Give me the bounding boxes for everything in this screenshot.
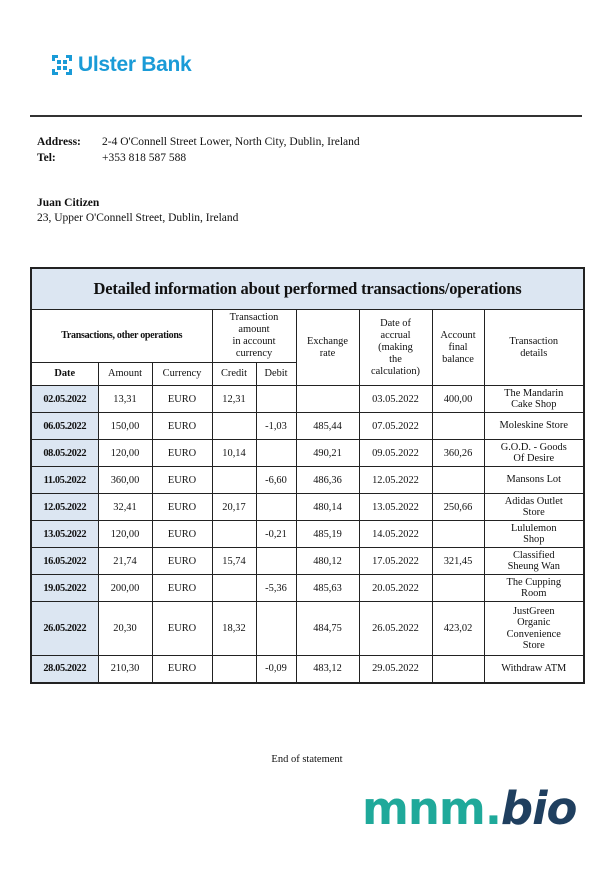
row-debit — [256, 386, 296, 413]
table-row — [31, 602, 584, 656]
row-accrual-date: 03.05.2022 — [359, 386, 432, 413]
row-currency: EURO — [152, 440, 212, 467]
row-exchange-rate: 480,14 — [296, 494, 359, 521]
customer-block — [37, 196, 238, 226]
row-debit: -0,21 — [256, 521, 296, 548]
row-details: Mansons Lot — [484, 467, 584, 494]
table-row — [31, 467, 584, 494]
row-accrual-date: 17.05.2022 — [359, 548, 432, 575]
bank-logo — [52, 53, 191, 77]
row-credit: 15,74 — [212, 548, 256, 575]
exchange-rate-header: Exchange rate — [296, 310, 359, 386]
row-debit: -0,09 — [256, 656, 296, 683]
row-credit: 18,32 — [212, 602, 256, 656]
row-currency: EURO — [152, 467, 212, 494]
table-row — [31, 413, 584, 440]
row-exchange-rate: 485,63 — [296, 575, 359, 602]
col-amount: Amount — [98, 363, 152, 386]
row-date: 19.05.2022 — [31, 575, 98, 602]
row-details: Lululemon Shop — [484, 521, 584, 548]
row-credit — [212, 656, 256, 683]
row-exchange-rate — [296, 386, 359, 413]
row-balance: 250,66 — [432, 494, 484, 521]
details-header: Transaction details — [484, 310, 584, 386]
row-balance — [432, 413, 484, 440]
row-details: Moleskine Store — [484, 413, 584, 440]
row-amount: 150,00 — [98, 413, 152, 440]
row-accrual-date: 09.05.2022 — [359, 440, 432, 467]
table-row — [31, 548, 584, 575]
row-amount: 360,00 — [98, 467, 152, 494]
row-accrual-date: 26.05.2022 — [359, 602, 432, 656]
table-row — [31, 575, 584, 602]
col-debit: Debit — [256, 363, 296, 386]
row-balance: 360,26 — [432, 440, 484, 467]
row-accrual-date: 12.05.2022 — [359, 467, 432, 494]
row-date: 12.05.2022 — [31, 494, 98, 521]
row-balance: 400,00 — [432, 386, 484, 413]
row-balance — [432, 467, 484, 494]
row-details: Classified Sheung Wan — [484, 548, 584, 575]
row-accrual-date: 29.05.2022 — [359, 656, 432, 683]
transactions-table — [30, 267, 585, 684]
row-currency: EURO — [152, 521, 212, 548]
row-exchange-rate: 484,75 — [296, 602, 359, 656]
bank-phone: +353 818 587 588 — [102, 152, 187, 164]
tel-label: Tel: — [37, 152, 56, 164]
col-date: Date — [31, 363, 98, 386]
row-amount: 200,00 — [98, 575, 152, 602]
row-amount: 21,74 — [98, 548, 152, 575]
row-details: The Mandarin Cake Shop — [484, 386, 584, 413]
row-details: Adidas Outlet Store — [484, 494, 584, 521]
row-credit — [212, 521, 256, 548]
bank-contact — [37, 134, 360, 166]
customer-address: 23, Upper O'Connell Street, Dublin, Ireland — [37, 212, 239, 224]
row-currency: EURO — [152, 575, 212, 602]
end-of-statement: End of statement — [271, 754, 343, 765]
table-row — [31, 521, 584, 548]
address-label: Address: — [37, 136, 81, 148]
row-date: 06.05.2022 — [31, 413, 98, 440]
row-date: 28.05.2022 — [31, 656, 98, 683]
row-balance — [432, 656, 484, 683]
row-debit — [256, 602, 296, 656]
watermark — [362, 781, 576, 837]
row-date: 08.05.2022 — [31, 440, 98, 467]
amount-header: Transaction amount in account currency — [212, 310, 296, 363]
row-currency: EURO — [152, 656, 212, 683]
row-debit — [256, 548, 296, 575]
accrual-date-header: Date of accrual (making the calculation) — [359, 310, 432, 386]
row-currency: EURO — [152, 494, 212, 521]
row-credit: 10,14 — [212, 440, 256, 467]
table-title: Detailed information about performed transactions/operations — [31, 268, 584, 310]
row-date: 11.05.2022 — [31, 467, 98, 494]
bank-name: Ulster Bank — [78, 53, 192, 76]
col-currency: Currency — [152, 363, 212, 386]
row-amount: 120,00 — [98, 521, 152, 548]
header-divider — [30, 115, 582, 117]
table-row — [31, 656, 584, 683]
table-row — [31, 494, 584, 521]
row-details: Withdraw ATM — [484, 656, 584, 683]
row-exchange-rate: 480,12 — [296, 548, 359, 575]
watermark-part-2: bio — [500, 782, 577, 835]
row-balance: 321,45 — [432, 548, 484, 575]
row-balance — [432, 575, 484, 602]
bank-address: 2-4 O'Connell Street Lower, North City, Dublin, Ireland — [102, 136, 360, 148]
row-debit: -1,03 — [256, 413, 296, 440]
row-exchange-rate: 485,44 — [296, 413, 359, 440]
row-exchange-rate: 485,19 — [296, 521, 359, 548]
row-date: 13.05.2022 — [31, 521, 98, 548]
row-credit: 20,17 — [212, 494, 256, 521]
row-credit — [212, 575, 256, 602]
row-exchange-rate: 483,12 — [296, 656, 359, 683]
row-date: 16.05.2022 — [31, 548, 98, 575]
row-details: JustGreen Organic Convenience Store — [484, 602, 584, 656]
row-details: The Cupping Room — [484, 575, 584, 602]
row-debit: -5,36 — [256, 575, 296, 602]
row-amount: 32,41 — [98, 494, 152, 521]
row-credit: 12,31 — [212, 386, 256, 413]
table-row — [31, 386, 584, 413]
row-debit — [256, 440, 296, 467]
row-credit — [212, 413, 256, 440]
row-exchange-rate: 486,36 — [296, 467, 359, 494]
row-amount: 210,30 — [98, 656, 152, 683]
customer-name: Juan Citizen — [37, 197, 100, 209]
balance-header: Account final balance — [432, 310, 484, 386]
row-amount: 120,00 — [98, 440, 152, 467]
row-date: 02.05.2022 — [31, 386, 98, 413]
col-credit: Credit — [212, 363, 256, 386]
row-currency: EURO — [152, 386, 212, 413]
row-debit — [256, 494, 296, 521]
row-accrual-date: 20.05.2022 — [359, 575, 432, 602]
row-currency: EURO — [152, 602, 212, 656]
row-exchange-rate: 490,21 — [296, 440, 359, 467]
row-accrual-date: 14.05.2022 — [359, 521, 432, 548]
watermark-part-1: mnm. — [362, 782, 501, 835]
row-accrual-date: 13.05.2022 — [359, 494, 432, 521]
row-debit: -6,60 — [256, 467, 296, 494]
row-amount: 13,31 — [98, 386, 152, 413]
row-amount: 20,30 — [98, 602, 152, 656]
row-details: G.O.D. - Goods Of Desire — [484, 440, 584, 467]
row-currency: EURO — [152, 548, 212, 575]
row-currency: EURO — [152, 413, 212, 440]
row-accrual-date: 07.05.2022 — [359, 413, 432, 440]
row-balance: 423,02 — [432, 602, 484, 656]
row-balance — [432, 521, 484, 548]
group-header: Transactions, other operations — [31, 310, 212, 363]
row-credit — [212, 467, 256, 494]
row-date: 26.05.2022 — [31, 602, 98, 656]
ulster-bank-mark-icon — [52, 55, 72, 75]
table-row — [31, 440, 584, 467]
